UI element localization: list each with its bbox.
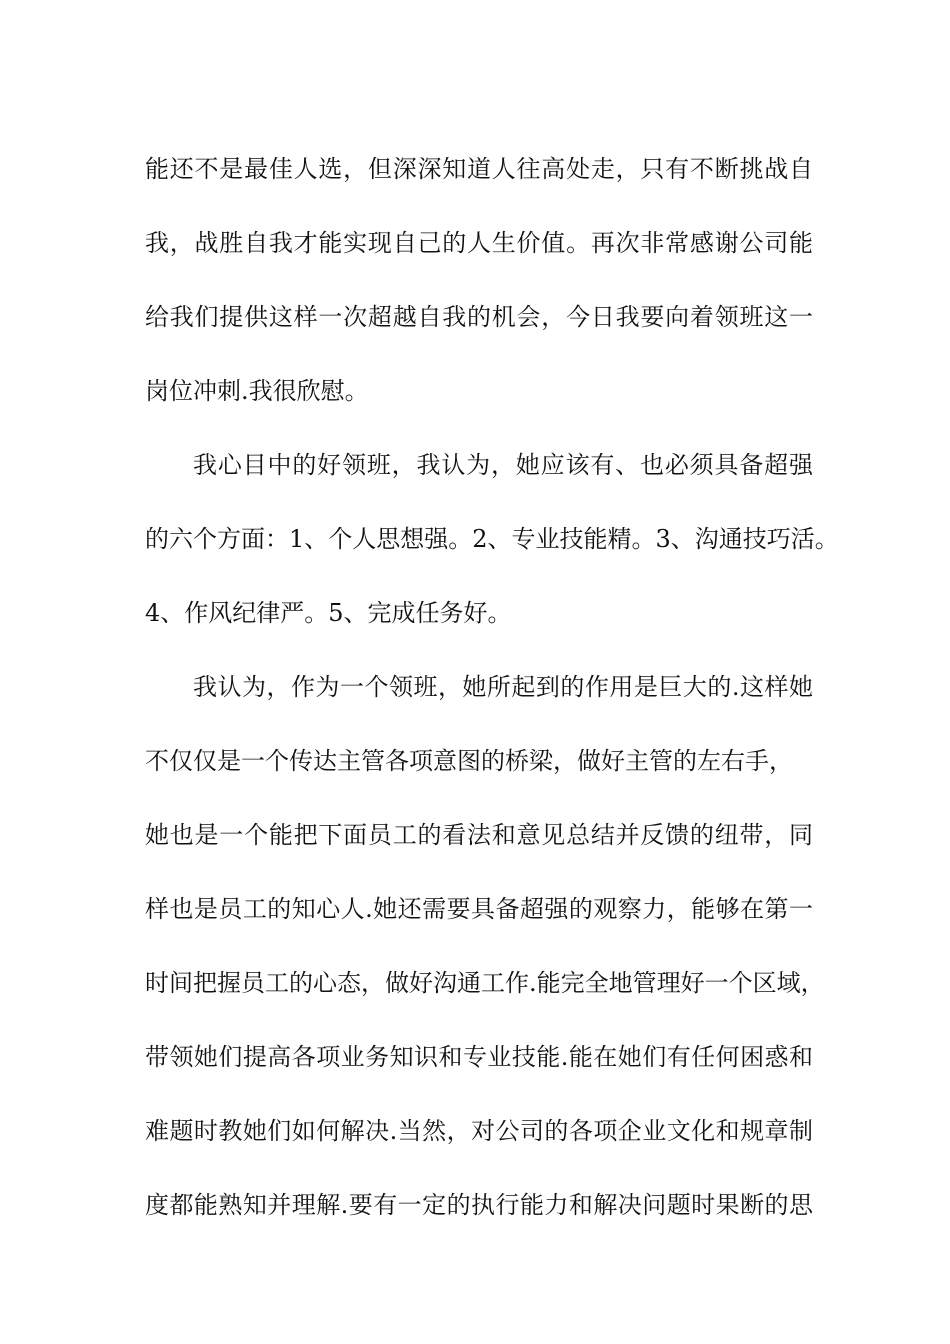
text-line: 带领她们提高各项业务知识和专业技能.能在她们有任何困惑和 bbox=[145, 1043, 813, 1071]
text-line: 我认为，作为一个领班，她所起到的作用是巨大的.这样她 bbox=[193, 673, 813, 701]
text-line: 我，战胜自我才能实现自己的人生价值。再次非常感谢公司能 bbox=[145, 229, 813, 257]
text-line: 我心目中的好领班，我认为，她应该有、也必须具备超强 bbox=[193, 451, 813, 479]
text-line: 度都能熟知并理解.要有一定的执行能力和解决问题时果断的思 bbox=[145, 1191, 813, 1219]
text-line: 的六个方面：1、个人思想强。2、专业技能精。3、沟通技巧活。 bbox=[145, 525, 839, 553]
text-line: 样也是员工的知心人.她还需要具备超强的观察力，能够在第一 bbox=[145, 895, 813, 923]
text-line: 不仅仅是一个传达主管各项意图的桥梁，做好主管的左右手， bbox=[145, 747, 793, 775]
text-line: 时间把握员工的心态，做好沟通工作.能完全地管理好一个区域， bbox=[145, 969, 825, 997]
text-line: 4、作风纪律严。5、完成任务好。 bbox=[145, 599, 512, 627]
text-line: 难题时教她们如何解决.当然，对公司的各项企业文化和规章制 bbox=[145, 1117, 813, 1145]
text-line: 能还不是最佳人选，但深深知道人往高处走，只有不断挑战自 bbox=[145, 155, 813, 183]
text-line: 给我们提供这样一次超越自我的机会，今日我要向着领班这一 bbox=[145, 303, 813, 331]
text-line: 她也是一个能把下面员工的看法和意见总结并反馈的纽带，同 bbox=[145, 821, 813, 849]
text-line: 岗位冲刺.我很欣慰。 bbox=[145, 377, 369, 405]
body-text bbox=[145, 132, 839, 1242]
